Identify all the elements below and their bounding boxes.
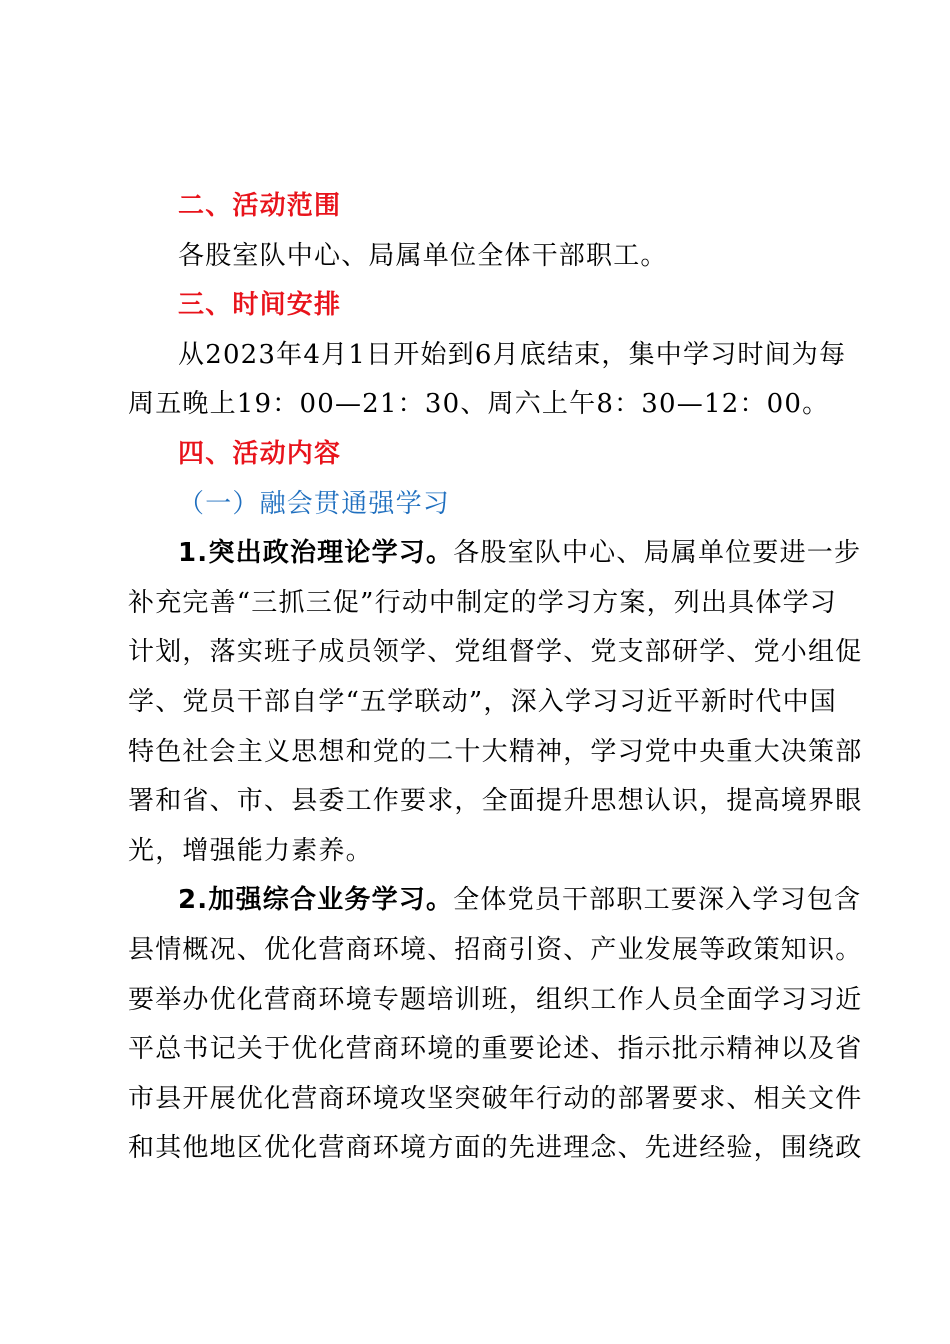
item1-line: 补充完善“三抓三促”行动中制定的学习方案，列出具体学习 (128, 587, 837, 618)
item2-line: 和其他地区优化营商环境方面的先进理念、先进经验，围绕政 (128, 1133, 863, 1164)
subsection-heading-study: （一）融会贯通强学习 (178, 488, 451, 519)
item2-line: 要举办优化营商环境专题培训班，组织工作人员全面学习习近 (128, 984, 863, 1015)
item2-line: 县情概况、优化营商环境、招商引资、产业发展等政策知识。 (128, 934, 863, 965)
document-body (128, 182, 863, 1174)
item1-line: 署和省、市、县委工作要求，全面提升思想认识，提高境界眼 (128, 786, 863, 817)
item2-first-line (128, 876, 862, 926)
paragraph-schedule-line: 从2023年4月1日开始到6月底结束，集中学习时间为每 (178, 339, 847, 370)
item2-line: 平总书记关于优化营商环境的重要论述、指示批示精神以及省 (128, 1034, 863, 1065)
paragraph-schedule-line: 周五晚上19：00—21：30、周六上午8：30—12：00。 (128, 389, 830, 420)
section-heading-schedule: 三、时间安排 (178, 290, 342, 321)
section-heading-content: 四、活动内容 (178, 438, 342, 469)
item1-first-text: 各股室队中心、局属单位要进一步 (453, 538, 862, 569)
item1-line: 特色社会主义思想和党的二十大精神，学习党中央重大决策部 (128, 736, 863, 767)
item1-line: 光，增强能力素养。 (128, 835, 373, 866)
item2-line: 市县开展优化营商环境攻坚突破年行动的部署要求、相关文件 (128, 1083, 863, 1114)
item2-title: 2.加强综合业务学习。 (178, 885, 454, 916)
item2-first-text: 全体党员干部职工要深入学习包含 (453, 885, 862, 916)
paragraph-scope: 各股室队中心、局属单位全体干部职工。 (178, 240, 668, 271)
item1-line: 计划，落实班子成员领学、党组督学、党支部研学、党小组促 (128, 637, 863, 668)
item1-title: 1.突出政治理论学习。 (178, 538, 454, 569)
item1-first-line (128, 529, 862, 579)
section-heading-scope: 二、活动范围 (178, 191, 342, 221)
item1-line: 学、党员干部自学“五学联动”，深入学习习近平新时代中国 (128, 686, 837, 717)
